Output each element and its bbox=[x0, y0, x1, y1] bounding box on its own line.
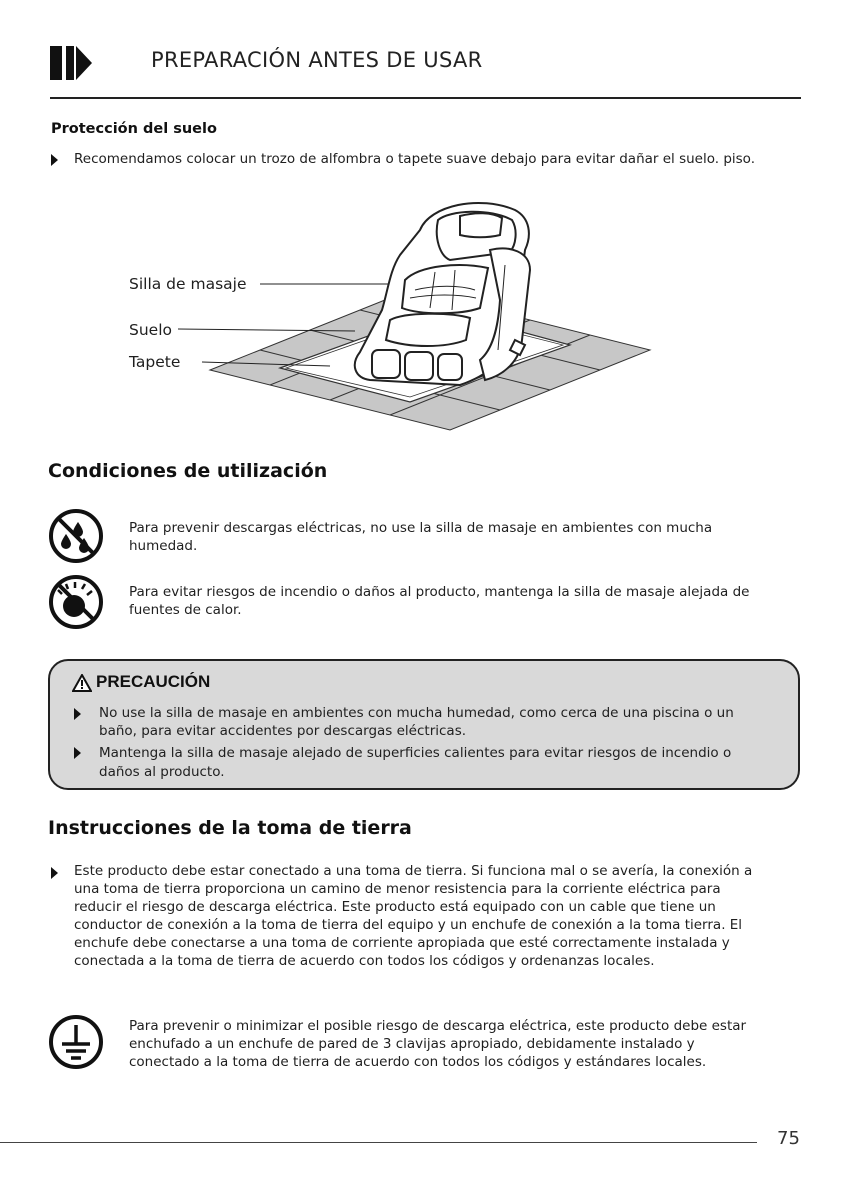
caution-bullet2-line1: Mantenga la silla de masaje alejado de superficies calientes para evitar riesgos de incendio o bbox=[99, 745, 732, 761]
page-number: 75 bbox=[777, 1128, 800, 1149]
bullet-icon bbox=[51, 154, 58, 166]
conditions-heading: Condiciones de utilización bbox=[48, 460, 328, 482]
floor-protection-text: Recomendamos colocar un trozo de alfombra o tapete suave debajo para evitar dañar el suelo. piso. bbox=[74, 151, 755, 167]
grounding-paragraph-line3: reducir el riesgo de descarga eléctrica. Este producto está equipado con un cable que tiene un bbox=[74, 899, 716, 915]
grounding-note-line3: conectado a la toma de tierra de acuerdo con todos los códigos y estándares locales. bbox=[129, 1054, 707, 1070]
no-heat-source-icon bbox=[48, 574, 104, 630]
grounding-paragraph-line2: una toma de tierra proporciona un camino de menor resistencia para la corriente eléctrica para bbox=[74, 881, 721, 897]
bullet-icon bbox=[74, 747, 81, 759]
header-divider bbox=[50, 97, 801, 99]
bullet-icon bbox=[74, 708, 81, 720]
caution-title: PRECAUCIÓN bbox=[96, 672, 211, 691]
footer-divider bbox=[0, 1142, 757, 1143]
label-floor: Suelo bbox=[129, 321, 172, 339]
grounding-note-line2: enchufado a un enchufe de pared de 3 clavijas apropiado, debidamente instalado y bbox=[129, 1036, 695, 1052]
floor-protection-heading: Protección del suelo bbox=[51, 121, 217, 137]
grounding-heading: Instrucciones de la toma de tierra bbox=[48, 817, 412, 839]
ground-symbol-icon bbox=[48, 1014, 104, 1070]
caution-bullet1-line1: No use la silla de masaje en ambientes con mucha humedad, como cerca de una piscina o un bbox=[99, 705, 734, 721]
section-marker-icon bbox=[50, 44, 94, 82]
grounding-paragraph-line6: conectada a la toma de tierra de acuerdo con todos los códigos y ordenanzas locales. bbox=[74, 953, 655, 969]
warning-triangle-icon bbox=[72, 674, 92, 692]
condition-humidity-line2: humedad. bbox=[129, 538, 198, 554]
condition-humidity-line1: Para prevenir descargas eléctricas, no use la silla de masaje en ambientes con mucha bbox=[129, 520, 713, 536]
caution-bullet1-line2: baño, para evitar accidentes por descargas eléctricas. bbox=[99, 723, 467, 739]
condition-heat-line2: fuentes de calor. bbox=[129, 602, 242, 618]
label-massage-chair: Silla de masaje bbox=[129, 275, 247, 293]
no-humidity-icon bbox=[48, 508, 104, 564]
grounding-note-line1: Para prevenir o minimizar el posible riesgo de descarga eléctrica, este producto debe estar bbox=[129, 1018, 747, 1034]
grounding-paragraph-line1: Este producto debe estar conectado a una toma de tierra. Si funciona mal o se avería, la conexión a bbox=[74, 863, 753, 879]
caution-bullet2-line2: daños al producto. bbox=[99, 764, 225, 780]
massage-chair-illustration bbox=[120, 190, 680, 440]
grounding-paragraph-line4: conductor de conexión a la toma de tierra del equipo y un enchufe de conexión a la toma tierra. El bbox=[74, 917, 743, 933]
grounding-paragraph-line5: enchufe debe conectarse a una toma de corriente apropiada que esté correctamente instalada y bbox=[74, 935, 730, 951]
condition-heat-line1: Para evitar riesgos de incendio o daños al producto, mantenga la silla de masaje alejada de bbox=[129, 584, 750, 600]
bullet-icon bbox=[51, 867, 58, 879]
label-mat: Tapete bbox=[129, 353, 181, 371]
page-title: PREPARACIÓN ANTES DE USAR bbox=[151, 48, 483, 72]
